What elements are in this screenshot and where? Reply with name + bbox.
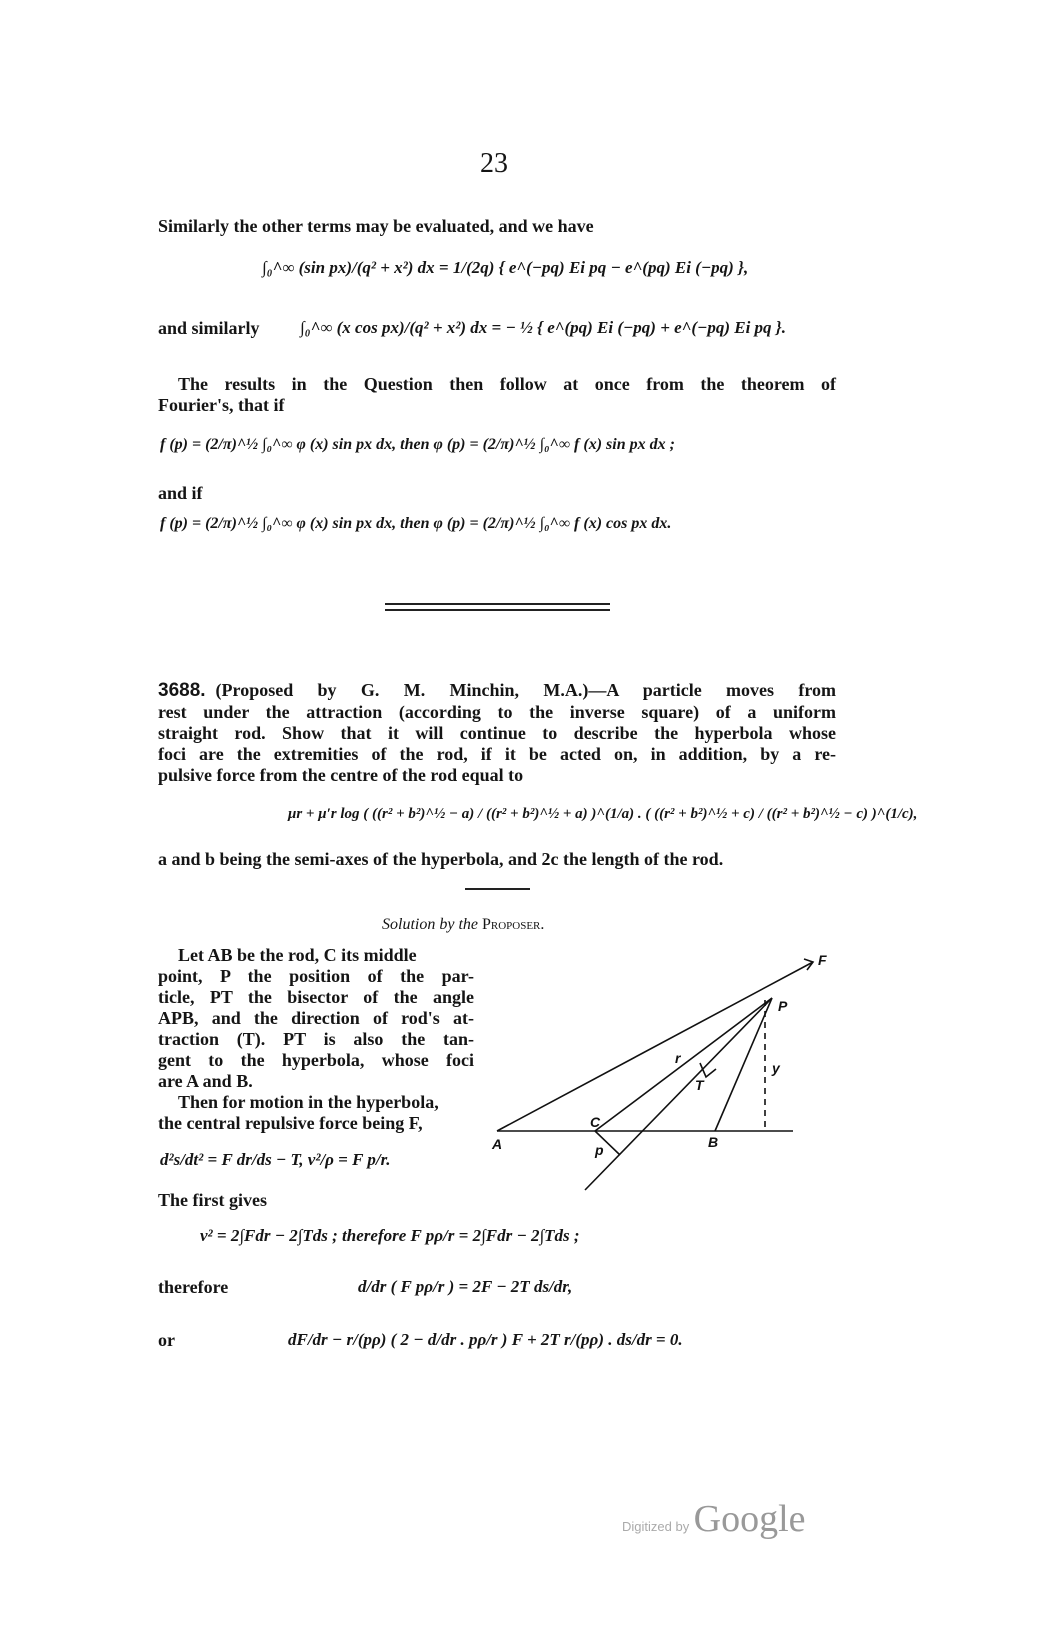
text-line: The first gives [158, 1190, 267, 1210]
text-line: and similarly [158, 318, 260, 338]
text-line: APB, and the direction of rod's at- [158, 1008, 474, 1028]
text-line: and if [158, 483, 203, 503]
text-line: Then for motion in the hyperbola, [178, 1092, 439, 1112]
watermark-prefix: Digitized by [622, 1519, 690, 1534]
text-line: therefore [158, 1277, 229, 1297]
text-line: point, P the position of the par- [158, 966, 474, 986]
label-y: y [772, 1060, 780, 1076]
text-line: the central repulsive force being F, [158, 1113, 423, 1133]
text-line: ticle, PT the bisector of the angle [158, 987, 474, 1007]
solution-paragraph [158, 945, 474, 1134]
text: (Proposed by G. M. Minchin, M.A.)—A particle moves from [215, 680, 836, 700]
label-r: r [675, 1050, 681, 1066]
line-PT [585, 998, 772, 1190]
divider [465, 888, 530, 890]
text-line: traction (T). PT is also the tan- [158, 1029, 474, 1049]
divider [385, 609, 610, 611]
text-line: gent to the hyperbola, whose foci [158, 1050, 474, 1070]
label-p: p [595, 1142, 604, 1158]
equation-5: d²s/dt² = F dr/ds − T, v²/ρ = F p/r. [160, 1150, 391, 1169]
label-C: C [590, 1114, 601, 1130]
text: The results in the Question then follow at once from the theorem of [178, 374, 836, 394]
page-number: 23 [480, 148, 508, 179]
text: Proposer. [481, 916, 545, 933]
equation-8: dF/dr − r/(pρ) ( 2 − d/dr . pρ/r ) F + 2T r/(pρ) . ds/dr = 0. [288, 1330, 683, 1349]
equation-4: f (p) = (2/π)^½ ∫₀^∞ φ (x) sin px dx, then φ (p) = (2/π)^½ ∫₀^∞ f (x) cos px dx. [160, 515, 672, 532]
equation-3: f (p) = (2/π)^½ ∫₀^∞ φ (x) sin px dx, then φ (p) = (2/π)^½ ∫₀^∞ f (x) sin px dx ; [160, 436, 675, 453]
label-T: T [695, 1077, 704, 1093]
google-logo: Google [693, 1498, 806, 1540]
text-line: pulsive force from the centre of the rod equal to [158, 765, 524, 785]
label-P: P [778, 998, 788, 1014]
equation-7: d/dr ( F pρ/r ) = 2F − 2T ds/dr, [358, 1277, 573, 1296]
label-F: F [818, 952, 827, 968]
equation-2: ∫₀^∞ (x cos px)/(q² + x²) dx = − ½ { e^(pq) Ei (−pq) + e^(−pq) Ei pq }. [300, 318, 786, 337]
text-line: rest under the attraction (according to the inverse square) of a uniform [158, 702, 836, 722]
label-B: B [708, 1134, 719, 1150]
arrow-T-icon [700, 1063, 716, 1077]
text-line: or [158, 1330, 175, 1350]
problem-first-line [158, 680, 836, 701]
text-line: are A and B. [158, 1071, 253, 1091]
line-PB [715, 998, 772, 1131]
equation-1: ∫₀^∞ (sin px)/(q² + x²) dx = 1/(2q) { e^(−pq) Ei pq − e^(pq) Ei (−pq) }, [262, 258, 749, 277]
text: Solution by the [382, 916, 478, 933]
problem-formula: μr + μ′r log ( ((r² + b²)^½ − a) / ((r² + b²)^½ + a) )^(1/a) . ( ((r² + b²)^½ + c) / ((r² + b²)^½ − c) )^(1/c), [288, 806, 918, 822]
solution-heading [382, 914, 544, 935]
hyperbola-diagram [480, 945, 840, 1195]
text-line: a and b being the semi-axes of the hyperbola, and 2c the length of the rod. [158, 849, 724, 869]
equation-6: v² = 2∫Fdr − 2∫Tds ; therefore F pρ/r = 2∫Fdr − 2∫Tds ; [200, 1226, 580, 1245]
text-line: Fourier's, that if [158, 395, 285, 415]
text-line [178, 374, 836, 395]
label-A: A [492, 1136, 503, 1152]
text-line: straight rod. Show that it will continue to describe the hyperbola whose [158, 723, 836, 743]
text-line: foci are the extremities of the rod, if it be acted on, in addition, by a re- [158, 744, 836, 764]
text-line: Similarly the other terms may be evaluated, and we have [158, 216, 594, 236]
text-line: Let AB be the rod, C its middle [178, 945, 417, 965]
problem-number: 3688. [158, 680, 206, 701]
watermark [622, 1497, 806, 1541]
divider [385, 603, 610, 605]
